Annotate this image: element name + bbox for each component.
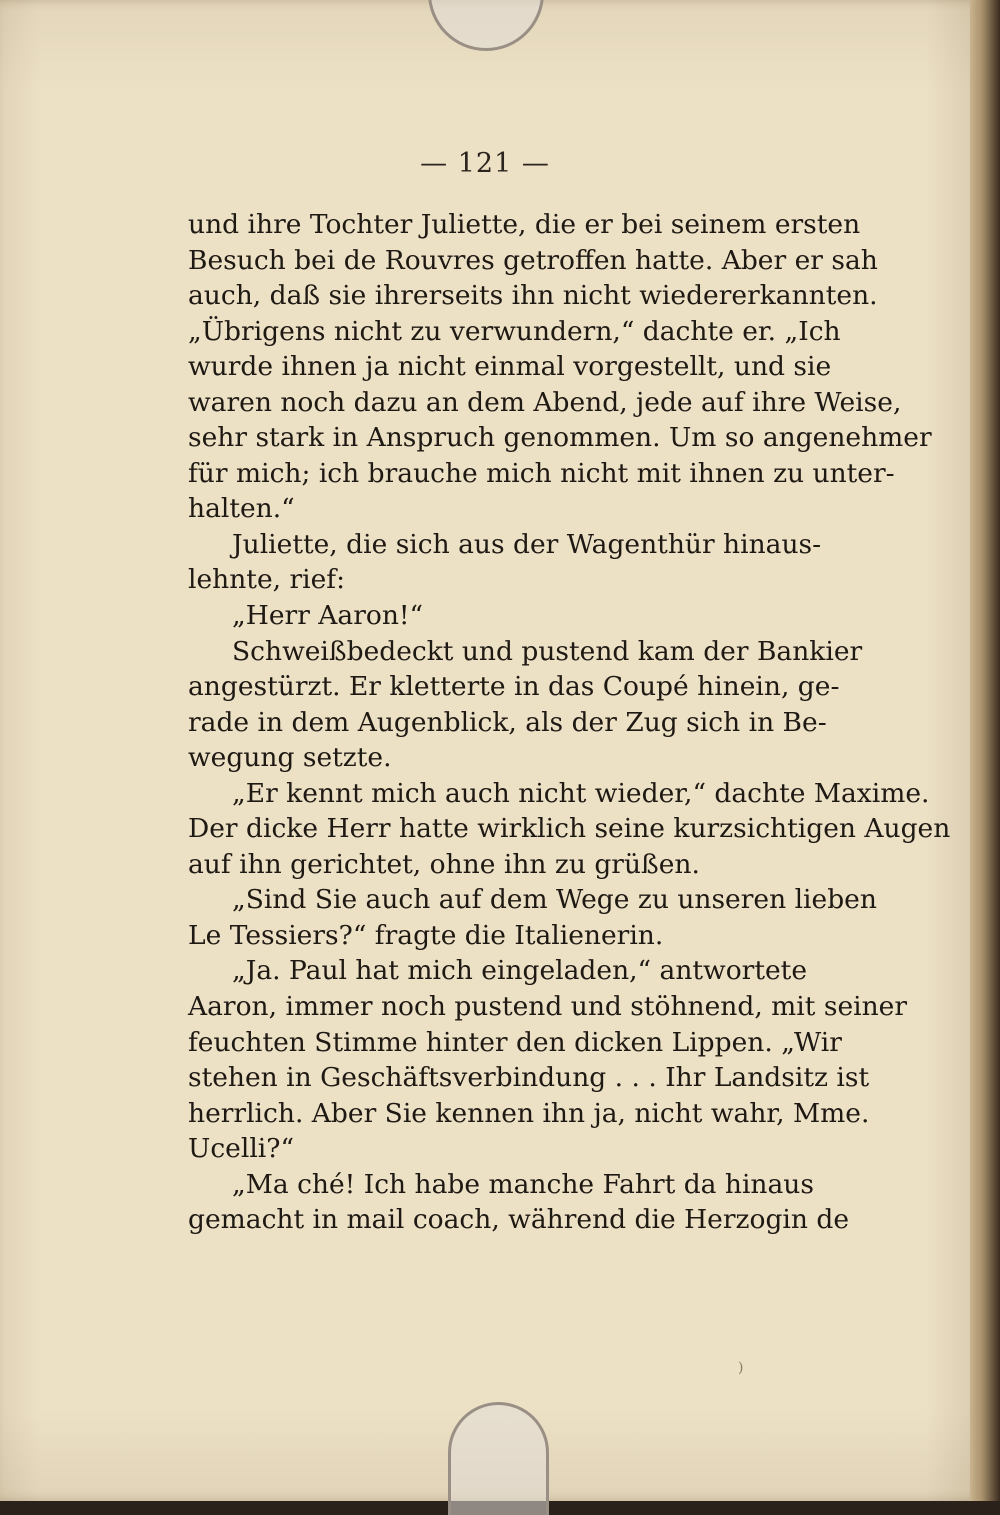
page-number: — 121 — [420, 148, 550, 179]
text-line: auf ihn gerichtet, ohne ihn zu grüßen. [188, 848, 700, 880]
text-line: waren noch dazu an dem Abend, jede auf ihre Weise, [188, 386, 902, 418]
text-line: stehen in Geschäftsverbindung . . . Ihr Landsitz ist [188, 1062, 870, 1094]
text-line: für mich; ich brauche mich nicht mit ihnen zu unter- [188, 457, 895, 489]
text-line: „Übrigens nicht zu verwundern,“ dachte er. „Ich [188, 315, 841, 347]
text-line: Aaron, immer noch pustend und stöhnend, mit seiner [188, 991, 908, 1023]
page-clip-top [428, 0, 544, 51]
text-line: angestürzt. Er kletterte in das Coupé hinein, ge- [188, 671, 840, 703]
text-line: Besuch bei de Rouvres getroffen hatte. Aber er sah [188, 244, 878, 276]
text-line: wurde ihnen ja nicht einmal vorgestellt, und sie [188, 351, 832, 383]
text-line: Juliette, die sich aus der Wagenthür hinaus- [232, 528, 822, 560]
text-line: feuchten Stimme hinter den dicken Lippen. „Wir [188, 1026, 842, 1058]
text-line: „Ma ché! Ich habe manche Fahrt da hinaus [232, 1168, 814, 1200]
text-line: „Er kennt mich auch nicht wieder,“ dachte Maxime. [232, 777, 930, 809]
text-line: lehnte, rief: [188, 564, 346, 596]
body-text [188, 207, 951, 1238]
text-line: wegung setzte. [188, 742, 392, 774]
text-line: auch, daß sie ihrerseits ihn nicht wiedererkannten. [188, 280, 878, 312]
text-line: „Herr Aaron!“ [232, 600, 424, 632]
text-line: und ihre Tochter Juliette, die er bei seinem ersten [188, 209, 861, 240]
text-line: Der dicke Herr hatte wirklich seine kurzsichtigen Augen [188, 813, 951, 845]
page-clip-bottom [448, 1402, 549, 1515]
text-line: Le Tessiers?“ fragte die Italienerin. [188, 919, 664, 951]
text-line: Ucelli?“ [188, 1133, 295, 1165]
text-line: „Ja. Paul hat mich eingeladen,“ antwortete [232, 955, 808, 987]
text-line: gemacht in mail coach, während die Herzogin de [188, 1204, 850, 1236]
text-line: Schweißbedeckt und pustend kam der Bankier [232, 635, 863, 667]
text-line: „Sind Sie auch auf dem Wege zu unseren lieben [232, 884, 877, 916]
margin-mark: ) [738, 1360, 744, 1376]
text-line: rade in dem Augenblick, als der Zug sich in Be- [188, 706, 827, 738]
text-line: sehr stark in Anspruch genommen. Um so angenehmer [188, 422, 932, 454]
text-line: herrlich. Aber Sie kennen ihn ja, nicht wahr, Mme. [188, 1097, 870, 1129]
text-line: halten.“ [188, 493, 295, 525]
book-edge [970, 0, 1000, 1501]
